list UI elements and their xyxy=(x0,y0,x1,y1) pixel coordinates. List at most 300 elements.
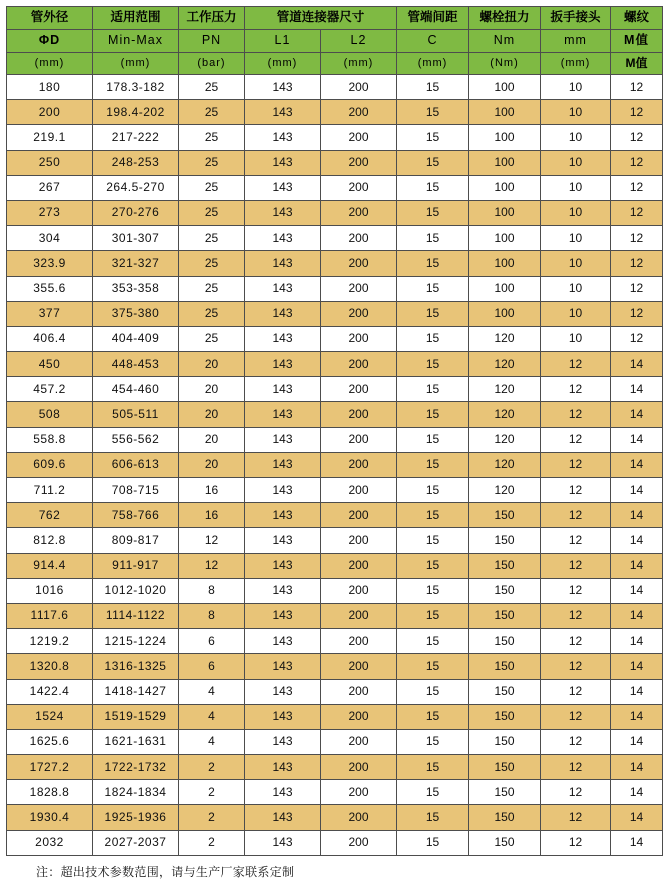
table-cell: 143 xyxy=(245,301,321,326)
table-cell: 15 xyxy=(397,226,469,251)
table-cell: 12 xyxy=(541,427,611,452)
table-cell: 1727.2 xyxy=(7,755,93,780)
table-cell: 143 xyxy=(245,427,321,452)
table-cell: 12 xyxy=(541,755,611,780)
table-cell: 1621-1631 xyxy=(93,729,179,754)
table-cell: 143 xyxy=(245,377,321,402)
table-cell: 143 xyxy=(245,704,321,729)
table-cell: 150 xyxy=(469,780,541,805)
table-cell: 100 xyxy=(469,226,541,251)
table-cell: 1219.2 xyxy=(7,629,93,654)
table-cell: 14 xyxy=(611,603,663,628)
table-cell: 1117.6 xyxy=(7,603,93,628)
table-cell: 10 xyxy=(541,100,611,125)
table-cell: 270-276 xyxy=(93,200,179,225)
table-cell: 150 xyxy=(469,805,541,830)
table-cell: 1722-1732 xyxy=(93,755,179,780)
table-cell: 606-613 xyxy=(93,452,179,477)
table-cell: 14 xyxy=(611,478,663,503)
table-cell: 708-715 xyxy=(93,478,179,503)
table-row xyxy=(7,654,663,679)
table-cell: 200 xyxy=(321,478,397,503)
table-cell: 143 xyxy=(245,654,321,679)
header-working-pressure: 工作压力 xyxy=(179,7,245,30)
unit-nm: (Nm) xyxy=(469,53,541,75)
table-cell: 15 xyxy=(397,553,469,578)
table-cell: 20 xyxy=(179,377,245,402)
table-cell: 15 xyxy=(397,100,469,125)
table-row xyxy=(7,553,663,578)
table-cell: 180 xyxy=(7,75,93,100)
table-cell: 200 xyxy=(321,528,397,553)
table-cell: 12 xyxy=(611,276,663,301)
table-cell: 150 xyxy=(469,679,541,704)
table-cell: 375-380 xyxy=(93,301,179,326)
table-cell: 150 xyxy=(469,729,541,754)
table-row xyxy=(7,377,663,402)
table-cell: 143 xyxy=(245,478,321,503)
symbol-pn: PN xyxy=(179,30,245,53)
table-cell: 12 xyxy=(541,603,611,628)
unit-l2: (mm) xyxy=(321,53,397,75)
table-cell: 273 xyxy=(7,200,93,225)
table-row xyxy=(7,679,663,704)
table-cell: 15 xyxy=(397,729,469,754)
table-cell: 12 xyxy=(541,503,611,528)
table-cell: 1524 xyxy=(7,704,93,729)
table-row xyxy=(7,200,663,225)
header-outer-diameter: 管外径 xyxy=(7,7,93,30)
table-cell: 200 xyxy=(321,251,397,276)
table-row xyxy=(7,603,663,628)
table-cell: 12 xyxy=(541,452,611,477)
table-cell: 457.2 xyxy=(7,377,93,402)
table-cell: 14 xyxy=(611,679,663,704)
table-cell: 25 xyxy=(179,226,245,251)
table-cell: 150 xyxy=(469,528,541,553)
table-cell: 558.8 xyxy=(7,427,93,452)
table-cell: 8 xyxy=(179,603,245,628)
table-row xyxy=(7,528,663,553)
table-row xyxy=(7,251,663,276)
table-body xyxy=(7,75,663,856)
table-cell: 150 xyxy=(469,503,541,528)
table-cell: 100 xyxy=(469,251,541,276)
table-cell: 15 xyxy=(397,251,469,276)
table-cell: 12 xyxy=(611,125,663,150)
table-cell: 200 xyxy=(321,704,397,729)
header-row-unit xyxy=(7,53,663,75)
table-cell: 12 xyxy=(541,402,611,427)
table-cell: 15 xyxy=(397,478,469,503)
symbol-outer-diameter: ΦD xyxy=(7,30,93,53)
table-cell: 14 xyxy=(611,729,663,754)
table-cell: 25 xyxy=(179,175,245,200)
table-cell: 200 xyxy=(321,830,397,855)
table-cell: 15 xyxy=(397,679,469,704)
table-cell: 10 xyxy=(541,301,611,326)
table-cell: 15 xyxy=(397,150,469,175)
table-cell: 450 xyxy=(7,352,93,377)
table-cell: 556-562 xyxy=(93,427,179,452)
symbol-nm: Nm xyxy=(469,30,541,53)
table-cell: 1012-1020 xyxy=(93,578,179,603)
table-cell: 200 xyxy=(321,200,397,225)
table-cell: 25 xyxy=(179,251,245,276)
table-row xyxy=(7,452,663,477)
table-cell: 143 xyxy=(245,226,321,251)
table-row xyxy=(7,478,663,503)
table-cell: 10 xyxy=(541,226,611,251)
table-cell: 15 xyxy=(397,603,469,628)
table-cell: 14 xyxy=(611,755,663,780)
header-bolt-torque: 螺栓扭力 xyxy=(469,7,541,30)
table-cell: 14 xyxy=(611,528,663,553)
table-cell: 200 xyxy=(321,427,397,452)
table-cell: 14 xyxy=(611,553,663,578)
table-row xyxy=(7,276,663,301)
table-cell: 143 xyxy=(245,175,321,200)
table-cell: 12 xyxy=(541,654,611,679)
header-applicable-range: 适用范围 xyxy=(93,7,179,30)
table-cell: 10 xyxy=(541,175,611,200)
table-cell: 25 xyxy=(179,301,245,326)
table-cell: 14 xyxy=(611,503,663,528)
table-cell: 10 xyxy=(541,125,611,150)
table-cell: 120 xyxy=(469,452,541,477)
table-row xyxy=(7,402,663,427)
table-cell: 508 xyxy=(7,402,93,427)
table-cell: 10 xyxy=(541,276,611,301)
header-thread: 螺纹 xyxy=(611,7,663,30)
table-cell: 10 xyxy=(541,150,611,175)
table-cell: 200 xyxy=(321,150,397,175)
table-cell: 1422.4 xyxy=(7,679,93,704)
table-cell: 100 xyxy=(469,125,541,150)
table-row xyxy=(7,301,663,326)
table-cell: 25 xyxy=(179,100,245,125)
table-cell: 1114-1122 xyxy=(93,603,179,628)
table-row xyxy=(7,352,663,377)
table-cell: 12 xyxy=(541,478,611,503)
table-cell: 6 xyxy=(179,629,245,654)
table-cell: 12 xyxy=(541,553,611,578)
table-row xyxy=(7,226,663,251)
unit-m-value: M值 xyxy=(611,53,663,75)
table-row xyxy=(7,150,663,175)
table-cell: 150 xyxy=(469,654,541,679)
table-cell: 12 xyxy=(541,805,611,830)
table-cell: 143 xyxy=(245,100,321,125)
table-cell: 25 xyxy=(179,326,245,351)
table-row xyxy=(7,326,663,351)
table-cell: 15 xyxy=(397,276,469,301)
table-cell: 377 xyxy=(7,301,93,326)
table-cell: 150 xyxy=(469,578,541,603)
table-cell: 250 xyxy=(7,150,93,175)
table-cell: 2 xyxy=(179,780,245,805)
table-cell: 143 xyxy=(245,755,321,780)
table-cell: 16 xyxy=(179,478,245,503)
table-cell: 100 xyxy=(469,200,541,225)
table-cell: 1930.4 xyxy=(7,805,93,830)
table-cell: 100 xyxy=(469,175,541,200)
table-cell: 1316-1325 xyxy=(93,654,179,679)
unit-pn: (bar) xyxy=(179,53,245,75)
table-cell: 15 xyxy=(397,805,469,830)
table-cell: 505-511 xyxy=(93,402,179,427)
table-cell: 14 xyxy=(611,402,663,427)
table-row xyxy=(7,503,663,528)
table-cell: 14 xyxy=(611,578,663,603)
table-cell: 143 xyxy=(245,452,321,477)
table-cell: 15 xyxy=(397,301,469,326)
table-cell: 143 xyxy=(245,352,321,377)
table-cell: 12 xyxy=(541,679,611,704)
table-cell: 15 xyxy=(397,452,469,477)
table-cell: 15 xyxy=(397,830,469,855)
table-cell: 406.4 xyxy=(7,326,93,351)
header-row-main xyxy=(7,7,663,30)
table-cell: 809-817 xyxy=(93,528,179,553)
table-cell: 14 xyxy=(611,629,663,654)
table-cell: 1824-1834 xyxy=(93,780,179,805)
table-cell: 14 xyxy=(611,427,663,452)
table-cell: 1519-1529 xyxy=(93,704,179,729)
table-cell: 1418-1427 xyxy=(93,679,179,704)
table-cell: 12 xyxy=(611,175,663,200)
table-cell: 14 xyxy=(611,352,663,377)
table-cell: 150 xyxy=(469,704,541,729)
table-cell: 15 xyxy=(397,704,469,729)
table-cell: 200 xyxy=(321,175,397,200)
table-cell: 10 xyxy=(541,251,611,276)
table-cell: 200 xyxy=(321,805,397,830)
unit-mm: (mm) xyxy=(541,53,611,75)
table-cell: 711.2 xyxy=(7,478,93,503)
header-connector-size: 管道连接器尺寸 xyxy=(245,7,397,30)
table-cell: 2032 xyxy=(7,830,93,855)
table-cell: 12 xyxy=(179,528,245,553)
unit-min-max: (mm) xyxy=(93,53,179,75)
table-cell: 15 xyxy=(397,503,469,528)
table-cell: 14 xyxy=(611,654,663,679)
table-cell: 304 xyxy=(7,226,93,251)
table-cell: 217-222 xyxy=(93,125,179,150)
table-cell: 143 xyxy=(245,326,321,351)
header-row-symbol xyxy=(7,30,663,53)
table-cell: 321-327 xyxy=(93,251,179,276)
table-cell: 12 xyxy=(541,830,611,855)
table-cell: 12 xyxy=(541,377,611,402)
table-row xyxy=(7,755,663,780)
table-cell: 14 xyxy=(611,704,663,729)
table-row xyxy=(7,175,663,200)
table-row xyxy=(7,125,663,150)
table-cell: 200 xyxy=(321,629,397,654)
table-cell: 143 xyxy=(245,578,321,603)
table-cell: 120 xyxy=(469,402,541,427)
table-cell: 12 xyxy=(611,226,663,251)
table-header xyxy=(7,7,663,75)
table-cell: 200 xyxy=(321,301,397,326)
table-cell: 2 xyxy=(179,805,245,830)
table-cell: 200 xyxy=(321,654,397,679)
table-cell: 15 xyxy=(397,125,469,150)
table-row xyxy=(7,729,663,754)
table-cell: 4 xyxy=(179,679,245,704)
table-cell: 1828.8 xyxy=(7,780,93,805)
table-cell: 143 xyxy=(245,603,321,628)
table-cell: 1925-1936 xyxy=(93,805,179,830)
table-cell: 100 xyxy=(469,276,541,301)
table-cell: 323.9 xyxy=(7,251,93,276)
table-cell: 10 xyxy=(541,326,611,351)
table-cell: 120 xyxy=(469,478,541,503)
table-cell: 200 xyxy=(321,75,397,100)
table-cell: 100 xyxy=(469,100,541,125)
table-cell: 1215-1224 xyxy=(93,629,179,654)
table-cell: 143 xyxy=(245,679,321,704)
table-cell: 200 xyxy=(321,100,397,125)
table-cell: 12 xyxy=(611,150,663,175)
table-cell: 14 xyxy=(611,780,663,805)
table-cell: 200 xyxy=(321,276,397,301)
table-cell: 200 xyxy=(321,125,397,150)
table-cell: 200 xyxy=(321,755,397,780)
table-cell: 12 xyxy=(611,200,663,225)
table-cell: 1625.6 xyxy=(7,729,93,754)
table-cell: 454-460 xyxy=(93,377,179,402)
table-cell: 150 xyxy=(469,755,541,780)
table-cell: 200 xyxy=(321,729,397,754)
table-cell: 198.4-202 xyxy=(93,100,179,125)
table-cell: 812.8 xyxy=(7,528,93,553)
table-cell: 301-307 xyxy=(93,226,179,251)
table-cell: 2027-2037 xyxy=(93,830,179,855)
table-cell: 14 xyxy=(611,805,663,830)
table-cell: 143 xyxy=(245,830,321,855)
table-cell: 200 xyxy=(321,578,397,603)
table-cell: 8 xyxy=(179,578,245,603)
table-cell: 911-917 xyxy=(93,553,179,578)
table-cell: 143 xyxy=(245,150,321,175)
table-cell: 15 xyxy=(397,352,469,377)
symbol-min-max: Min-Max xyxy=(93,30,179,53)
table-cell: 12 xyxy=(541,704,611,729)
table-cell: 200 xyxy=(321,226,397,251)
table-cell: 16 xyxy=(179,503,245,528)
table-cell: 200 xyxy=(321,326,397,351)
table-cell: 120 xyxy=(469,326,541,351)
table-cell: 200 xyxy=(321,679,397,704)
table-cell: 12 xyxy=(179,553,245,578)
table-cell: 15 xyxy=(397,578,469,603)
table-cell: 143 xyxy=(245,729,321,754)
table-cell: 200 xyxy=(321,780,397,805)
table-row xyxy=(7,704,663,729)
table-cell: 143 xyxy=(245,75,321,100)
table-cell: 10 xyxy=(541,200,611,225)
table-cell: 25 xyxy=(179,125,245,150)
table-cell: 12 xyxy=(611,100,663,125)
table-cell: 200 xyxy=(321,553,397,578)
table-row xyxy=(7,75,663,100)
table-cell: 200 xyxy=(321,352,397,377)
table-cell: 150 xyxy=(469,553,541,578)
table-cell: 15 xyxy=(397,654,469,679)
footnote: 注：超出技术参数范围，请与生产厂家联系定制 xyxy=(36,864,295,879)
table-cell: 200 xyxy=(321,603,397,628)
table-cell: 1016 xyxy=(7,578,93,603)
table-cell: 14 xyxy=(611,377,663,402)
table-cell: 143 xyxy=(245,125,321,150)
table-cell: 914.4 xyxy=(7,553,93,578)
table-cell: 25 xyxy=(179,276,245,301)
header-wrench-socket: 扳手接头 xyxy=(541,7,611,30)
table-cell: 20 xyxy=(179,402,245,427)
table-cell: 2 xyxy=(179,755,245,780)
table-cell: 15 xyxy=(397,326,469,351)
table-cell: 150 xyxy=(469,629,541,654)
table-cell: 200 xyxy=(321,377,397,402)
table-cell: 4 xyxy=(179,704,245,729)
table-cell: 267 xyxy=(7,175,93,200)
table-row xyxy=(7,780,663,805)
table-cell: 15 xyxy=(397,755,469,780)
table-cell: 10 xyxy=(541,75,611,100)
table-cell: 15 xyxy=(397,175,469,200)
table-cell: 12 xyxy=(541,352,611,377)
table-cell: 178.3-182 xyxy=(93,75,179,100)
symbol-l2: L2 xyxy=(321,30,397,53)
table-cell: 12 xyxy=(611,326,663,351)
table-cell: 15 xyxy=(397,200,469,225)
table-cell: 1320.8 xyxy=(7,654,93,679)
table-cell: 248-253 xyxy=(93,150,179,175)
symbol-mm: mm xyxy=(541,30,611,53)
table-cell: 120 xyxy=(469,377,541,402)
table-cell: 20 xyxy=(179,427,245,452)
table-cell: 120 xyxy=(469,427,541,452)
table-cell: 20 xyxy=(179,452,245,477)
table-cell: 25 xyxy=(179,200,245,225)
table-cell: 355.6 xyxy=(7,276,93,301)
symbol-c: C xyxy=(397,30,469,53)
table-cell: 609.6 xyxy=(7,452,93,477)
table-cell: 15 xyxy=(397,402,469,427)
table-cell: 143 xyxy=(245,503,321,528)
table-cell: 14 xyxy=(611,830,663,855)
table-cell: 143 xyxy=(245,402,321,427)
unit-c: (mm) xyxy=(397,53,469,75)
table-cell: 15 xyxy=(397,377,469,402)
table-cell: 25 xyxy=(179,150,245,175)
table-cell: 143 xyxy=(245,528,321,553)
table-cell: 12 xyxy=(541,780,611,805)
table-cell: 143 xyxy=(245,805,321,830)
table-cell: 12 xyxy=(611,75,663,100)
table-cell: 100 xyxy=(469,301,541,326)
table-cell: 150 xyxy=(469,830,541,855)
table-cell: 200 xyxy=(321,402,397,427)
table-cell: 404-409 xyxy=(93,326,179,351)
table-cell: 143 xyxy=(245,276,321,301)
table-cell: 762 xyxy=(7,503,93,528)
table-cell: 12 xyxy=(541,629,611,654)
table-cell: 25 xyxy=(179,75,245,100)
symbol-m-value: M值 xyxy=(611,30,663,53)
